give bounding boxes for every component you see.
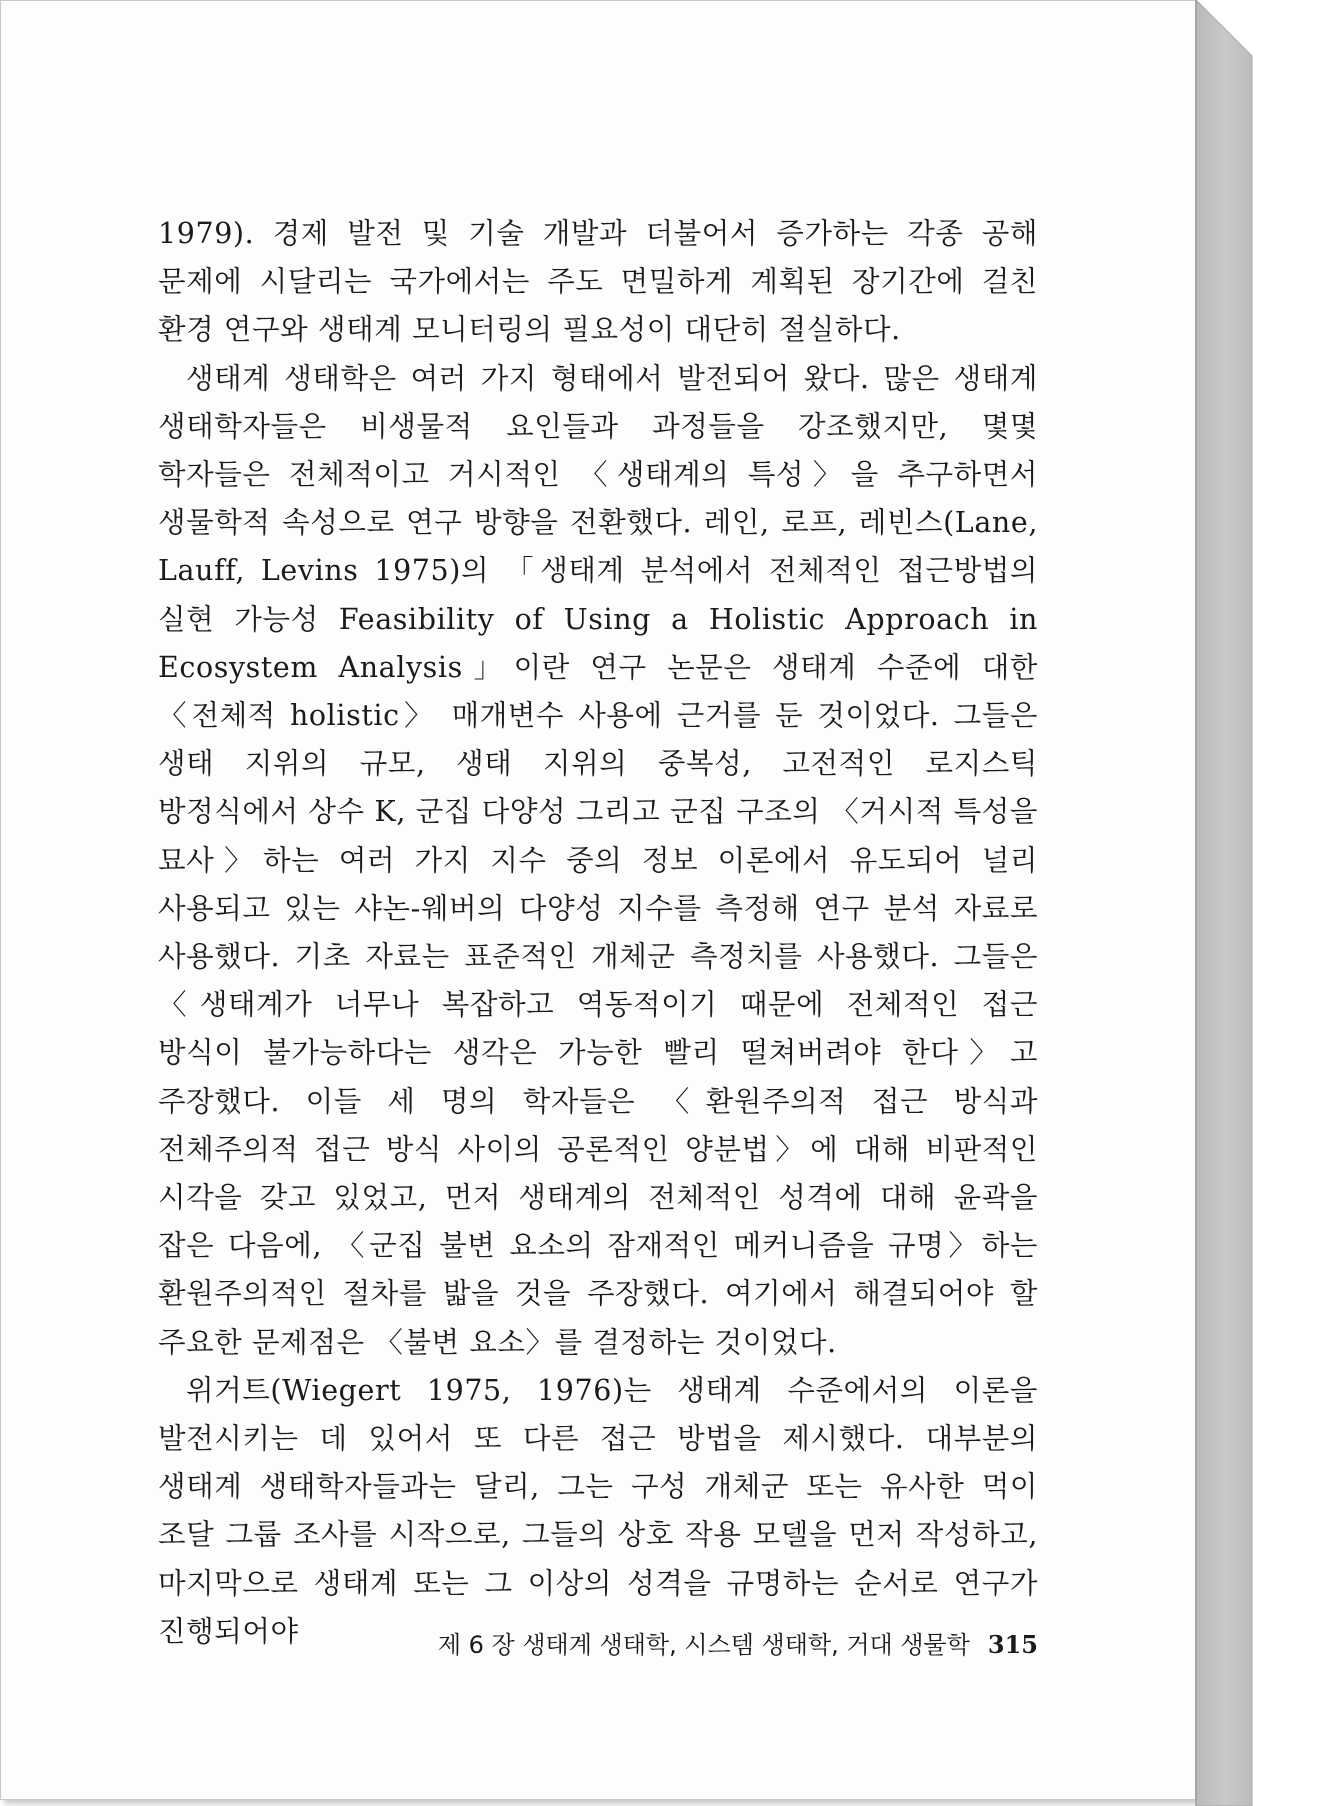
page-footer — [438, 1625, 1038, 1665]
paragraph-continued: 1979). 경제 발전 및 기술 개발과 더불어서 증가하는 각종 공해 문제에 시달리는 국가에서는 주도 면밀하게 계획된 장기간에 걸친 환경 연구와 생태계 모니터링의 필요성이 대단히 절실하다. — [158, 217, 1038, 347]
page-number: 315 — [987, 1630, 1038, 1659]
paragraph-wiegert: 위거트(Wiegert 1975, 1976)는 생태계 수준에서의 이론을 발전시키는 데 있어서 또 다른 접근 방법을 제시했다. 대부분의 생태계 생태학자들과는 달리, 그는 구성 개체군 또는 유사한 먹이 조달 그룹 조사를 시작으로, 그들의 상호 작용 모델을 먼저 작성하고, 마지막으로 생태계 또는 그 이상의 성격을 규명하는 순서로 연구가 진행되어야 — [158, 1373, 1038, 1648]
paragraph-ecosystem-ecology: 생태계 생태학은 여러 가지 형태에서 발전되어 왔다. 많은 생태계 생태학자들은 비생물적 요인들과 과정들을 강조했지만, 몇몇 학자들은 전체적이고 거시적인 〈생태계의 특성〉을 추구하면서 생물학적 속성으로 연구 방향을 전환했다. 레인, 로프, 레빈스(Lane, Lauff, Levins 1975)의 「생태계 분석에서 전체적인 접근방법의 실현 가능성 Feasibility of Using a Holistic Approach in Ecosystem Analysis」이란 연구 논문은 생태계 수준에 대한 〈전체적 holistic〉 매개변수 사용에 근거를 둔 것이었다. 그들은 생태 지위의 규모, 생태 지위의 중복성, 고전적인 로지스틱 방정식에서 상수 K, 군집 다양성 그리고 군집 구조의 〈거시적 특성을 묘사〉하는 여러 가지 지수 중의 정보 이론에서 유도되어 널리 사용되고 있는 샤논-웨버의 다양성 지수를 측정해 연구 분석 자료로 사용했다. 기초 자료는 표준적인 개체군 측정치를 사용했다. 그들은 〈생태계가 너무나 복잡하고 역동적이기 때문에 전체적인 접근 방식이 불가능하다는 생각은 가능한 빨리 떨쳐버려야 한다〉고 주장했다. 이들 세 명의 학자들은 〈환원주의적 접근 방식과 전체주의적 접근 방식 사이의 공론적인 양분법〉에 대해 비판적인 시각을 갖고 있었고, 먼저 생태계의 전체적인 성격에 대해 윤곽을 잡은 다음에, 〈군집 불변 요소의 잠재적인 메커니즘을 규명〉하는 환원주의적인 절차를 밟을 것을 주장했다. 여기에서 해결되어야 할 주요한 문제점은 〈불변 요소〉를 결정하는 것이었다. — [158, 361, 1038, 1359]
body-text — [158, 210, 1038, 1656]
running-head: 제 6 장 생태계 생태학, 시스템 생태학, 거대 생물학 — [437, 1631, 970, 1659]
